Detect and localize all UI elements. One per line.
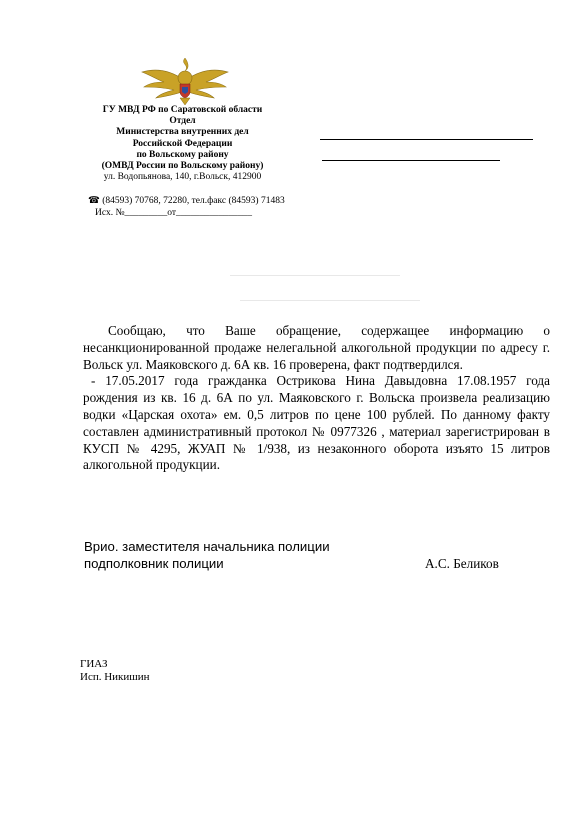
letterhead-abbr-line: (ОМВД России по Вольскому району): [101, 161, 264, 172]
letterhead: [80, 105, 285, 183]
letterhead-phone: ☎ (84593) 70768, 72280, тел.факс (84593) 71483: [88, 196, 285, 206]
footer-executor: Исп. Никишин: [80, 671, 150, 683]
letterhead-ministry-line: Министерства внутренних дел: [116, 127, 249, 138]
signatory-name: А.С. Беликов: [425, 556, 499, 571]
addressee-blank-line: [322, 160, 500, 161]
signatory-title: [84, 538, 330, 572]
letterhead-org-line: ГУ МВД РФ по Саратовской области: [102, 105, 263, 115]
body-paragraph: - 17.05.2017 года гражданка Острикова Нина Давыдовна 17.08.1957 года рождения из кв. 16 д. 6А по ул. Маяковского г. Вольска произвела реализацию водки «Царская охота» ем. 0,5 литров по цене 100 рублей. По данному факту составлен административный протокол № 0977326 , материал зарегистрирован в КУСП № 4295, ЖУАП № 1/938, из незаконного оборота изъято 15 литров алкогольной продукции.: [83, 373, 550, 473]
footer: [80, 658, 150, 684]
faded-text-line: [240, 300, 420, 301]
footer-department: ГИАЗ: [80, 658, 108, 670]
addressee-blank-line: [320, 139, 533, 140]
signatory-position: Врио. заместителя начальника полиции: [84, 539, 330, 554]
letterhead-country-line: Российской Федерации: [132, 138, 233, 149]
signatory-rank: подполковник полиции: [84, 556, 224, 571]
outgoing-ref-number: Исх. №_________от________________: [95, 208, 253, 218]
letterhead-district-line: по Вольскому району: [136, 149, 229, 160]
body-paragraph: Сообщаю, что Ваше обращение, содержащее информацию о несанкционированной продаже нелегальной алкогольной продукции по адресу г. Вольск ул. Маяковского д. 6А кв. 16 проверена, факт подтвердился.: [83, 323, 550, 372]
letterhead-dept-line: Отдел: [169, 116, 196, 127]
letterhead-contacts: [80, 195, 285, 219]
letter-body: [83, 323, 550, 474]
letterhead-address: ул. Водопьянова, 140, г.Вольск, 412900: [103, 172, 262, 183]
faded-text-line: [230, 275, 400, 276]
police-emblem-icon: [140, 56, 230, 106]
